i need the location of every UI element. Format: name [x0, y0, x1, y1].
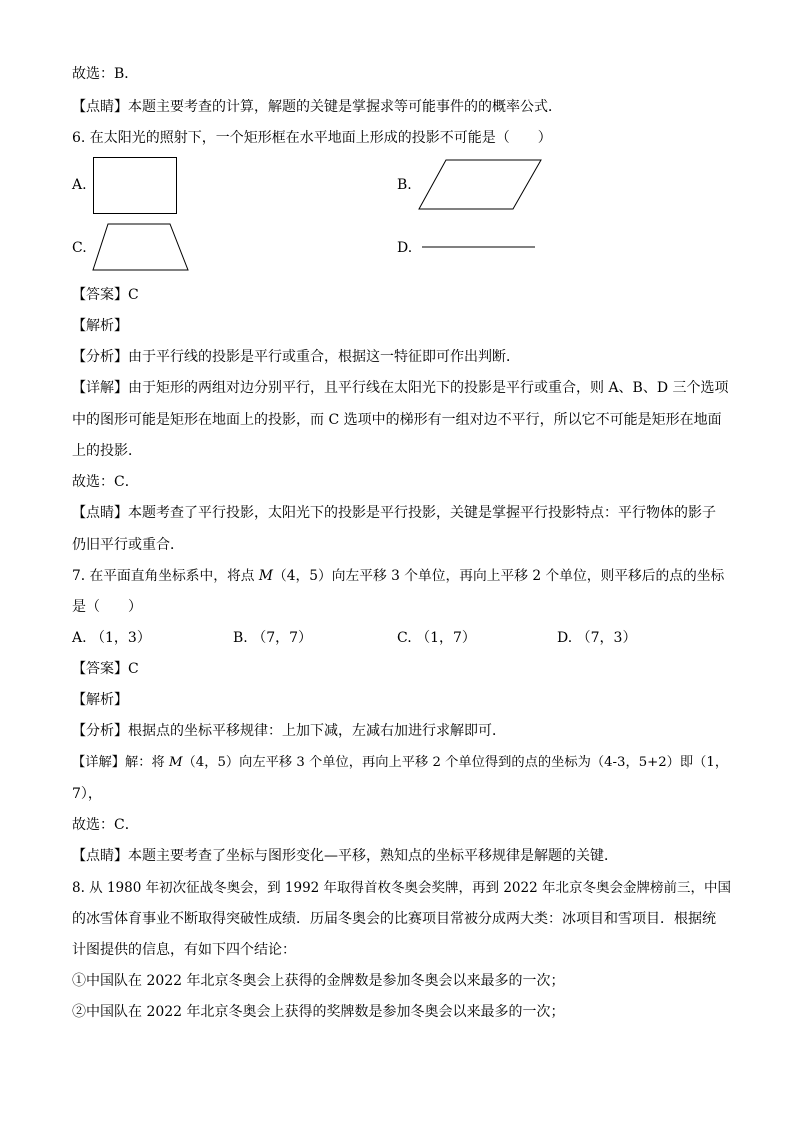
question-7-line-1 — [72, 566, 724, 586]
option-c-label: C. — [72, 240, 87, 256]
detail-7-line-2: 7）， — [72, 786, 102, 802]
analysis-6: 【分析】由于平行线的投影是平行或重合，根据这一特征即可作出判断． — [72, 349, 520, 365]
option-d-label: D. — [397, 240, 413, 256]
q7-option-c: C. （1，7） — [397, 630, 476, 646]
rectangle-figure — [93, 157, 177, 214]
comment-6-line-1: 【点睛】本题考查了平行投影，太阳光下的投影是平行投影，关键是掌握平行投影特点：平行物体的影子 — [72, 505, 716, 521]
q7-text-pre: 7. 在平面直角坐标系中，将点 — [72, 568, 259, 584]
conclusion-6: 故选：C． — [72, 474, 139, 490]
d7-text-pre: 【详解】解：将 — [72, 755, 169, 770]
detail-6-line-2: 中的图形可能是矩形在地面上的投影，而 C 选项中的梯形有一组对边不平行，所以它不可能是矩形在地面 — [72, 412, 722, 428]
detail-6-line-1: 【详解】由于矩形的两组对边分别平行，且平行线在太阳光下的投影是平行或重合，则 A、B、D 三个选项 — [72, 380, 729, 396]
q7-option-d: D. （7，3） — [557, 630, 637, 646]
conclusion-line: 故选：B． — [72, 66, 139, 82]
comment-7: 【点睛】本题主要考查了坐标与图形变化—平移，熟知点的坐标平移规律是解题的关键． — [72, 848, 618, 864]
conclusion-7: 故选：C． — [72, 817, 139, 833]
answer-7: 【答案】C — [72, 661, 139, 677]
q7-option-b: B. （7，7） — [233, 630, 313, 646]
parallelogram-figure — [418, 159, 542, 211]
analysis-7: 【分析】根据点的坐标平移规律：上加下减，左减右加进行求解即可． — [72, 723, 506, 739]
question-8-line-2: 的冰雪体育事业不断取得突破性成绩．历届冬奥会的比赛项目常被分成两大类：冰项目和雪项目．根据统 — [72, 911, 716, 927]
question-7-line-2: 是（ ） — [72, 599, 142, 615]
point-m-detail: M — [168, 755, 183, 770]
analysis-heading-7: 【解析】 — [72, 692, 128, 708]
q7-option-a: A. （1，3） — [72, 630, 151, 646]
statement-1: ①中国队在 2022 年北京冬奥会上获得的金牌数是参加冬奥会以来最多的一次； — [72, 973, 565, 989]
trapezoid-figure — [92, 223, 190, 272]
option-a-label: A. — [72, 177, 87, 193]
point-m: M — [258, 568, 273, 584]
q7-text-post: （4，5）向左平移 3 个单位，再向上平移 2 个单位，则平移后的点的坐标 — [272, 568, 725, 584]
line-segment-figure — [422, 245, 536, 249]
analysis-heading-6: 【解析】 — [72, 318, 128, 334]
answer-6: 【答案】C — [72, 287, 139, 303]
question-6: 6. 在太阳光的照射下，一个矩形框在水平地面上形成的投影不可能是（ ） — [72, 130, 552, 146]
statement-2: ②中国队在 2022 年北京冬奥会上获得的奖牌数是参加冬奥会以来最多的一次； — [72, 1004, 565, 1020]
detail-7-line-1 — [72, 753, 728, 773]
comment-6-line-2: 仍旧平行或重合． — [72, 537, 184, 553]
comment-line: 【点睛】本题主要考查的计算，解题的关键是掌握求等可能事件的的概率公式． — [72, 99, 562, 115]
question-8-line-3: 计图提供的信息，有如下四个结论： — [72, 942, 296, 958]
option-b-label: B. — [397, 177, 412, 193]
question-8-line-1: 8. 从 1980 年初次征战冬奥会，到 1992 年取得首枚冬奥会奖牌，再到 2022 年北京冬奥会金牌榜前三，中国 — [72, 880, 731, 896]
detail-6-line-3: 上的投影． — [72, 443, 142, 459]
d7-text-post: （4，5）向左平移 3 个单位，再向上平移 2 个单位得到的点的坐标为（4-3，5+2）即（1， — [182, 755, 729, 770]
